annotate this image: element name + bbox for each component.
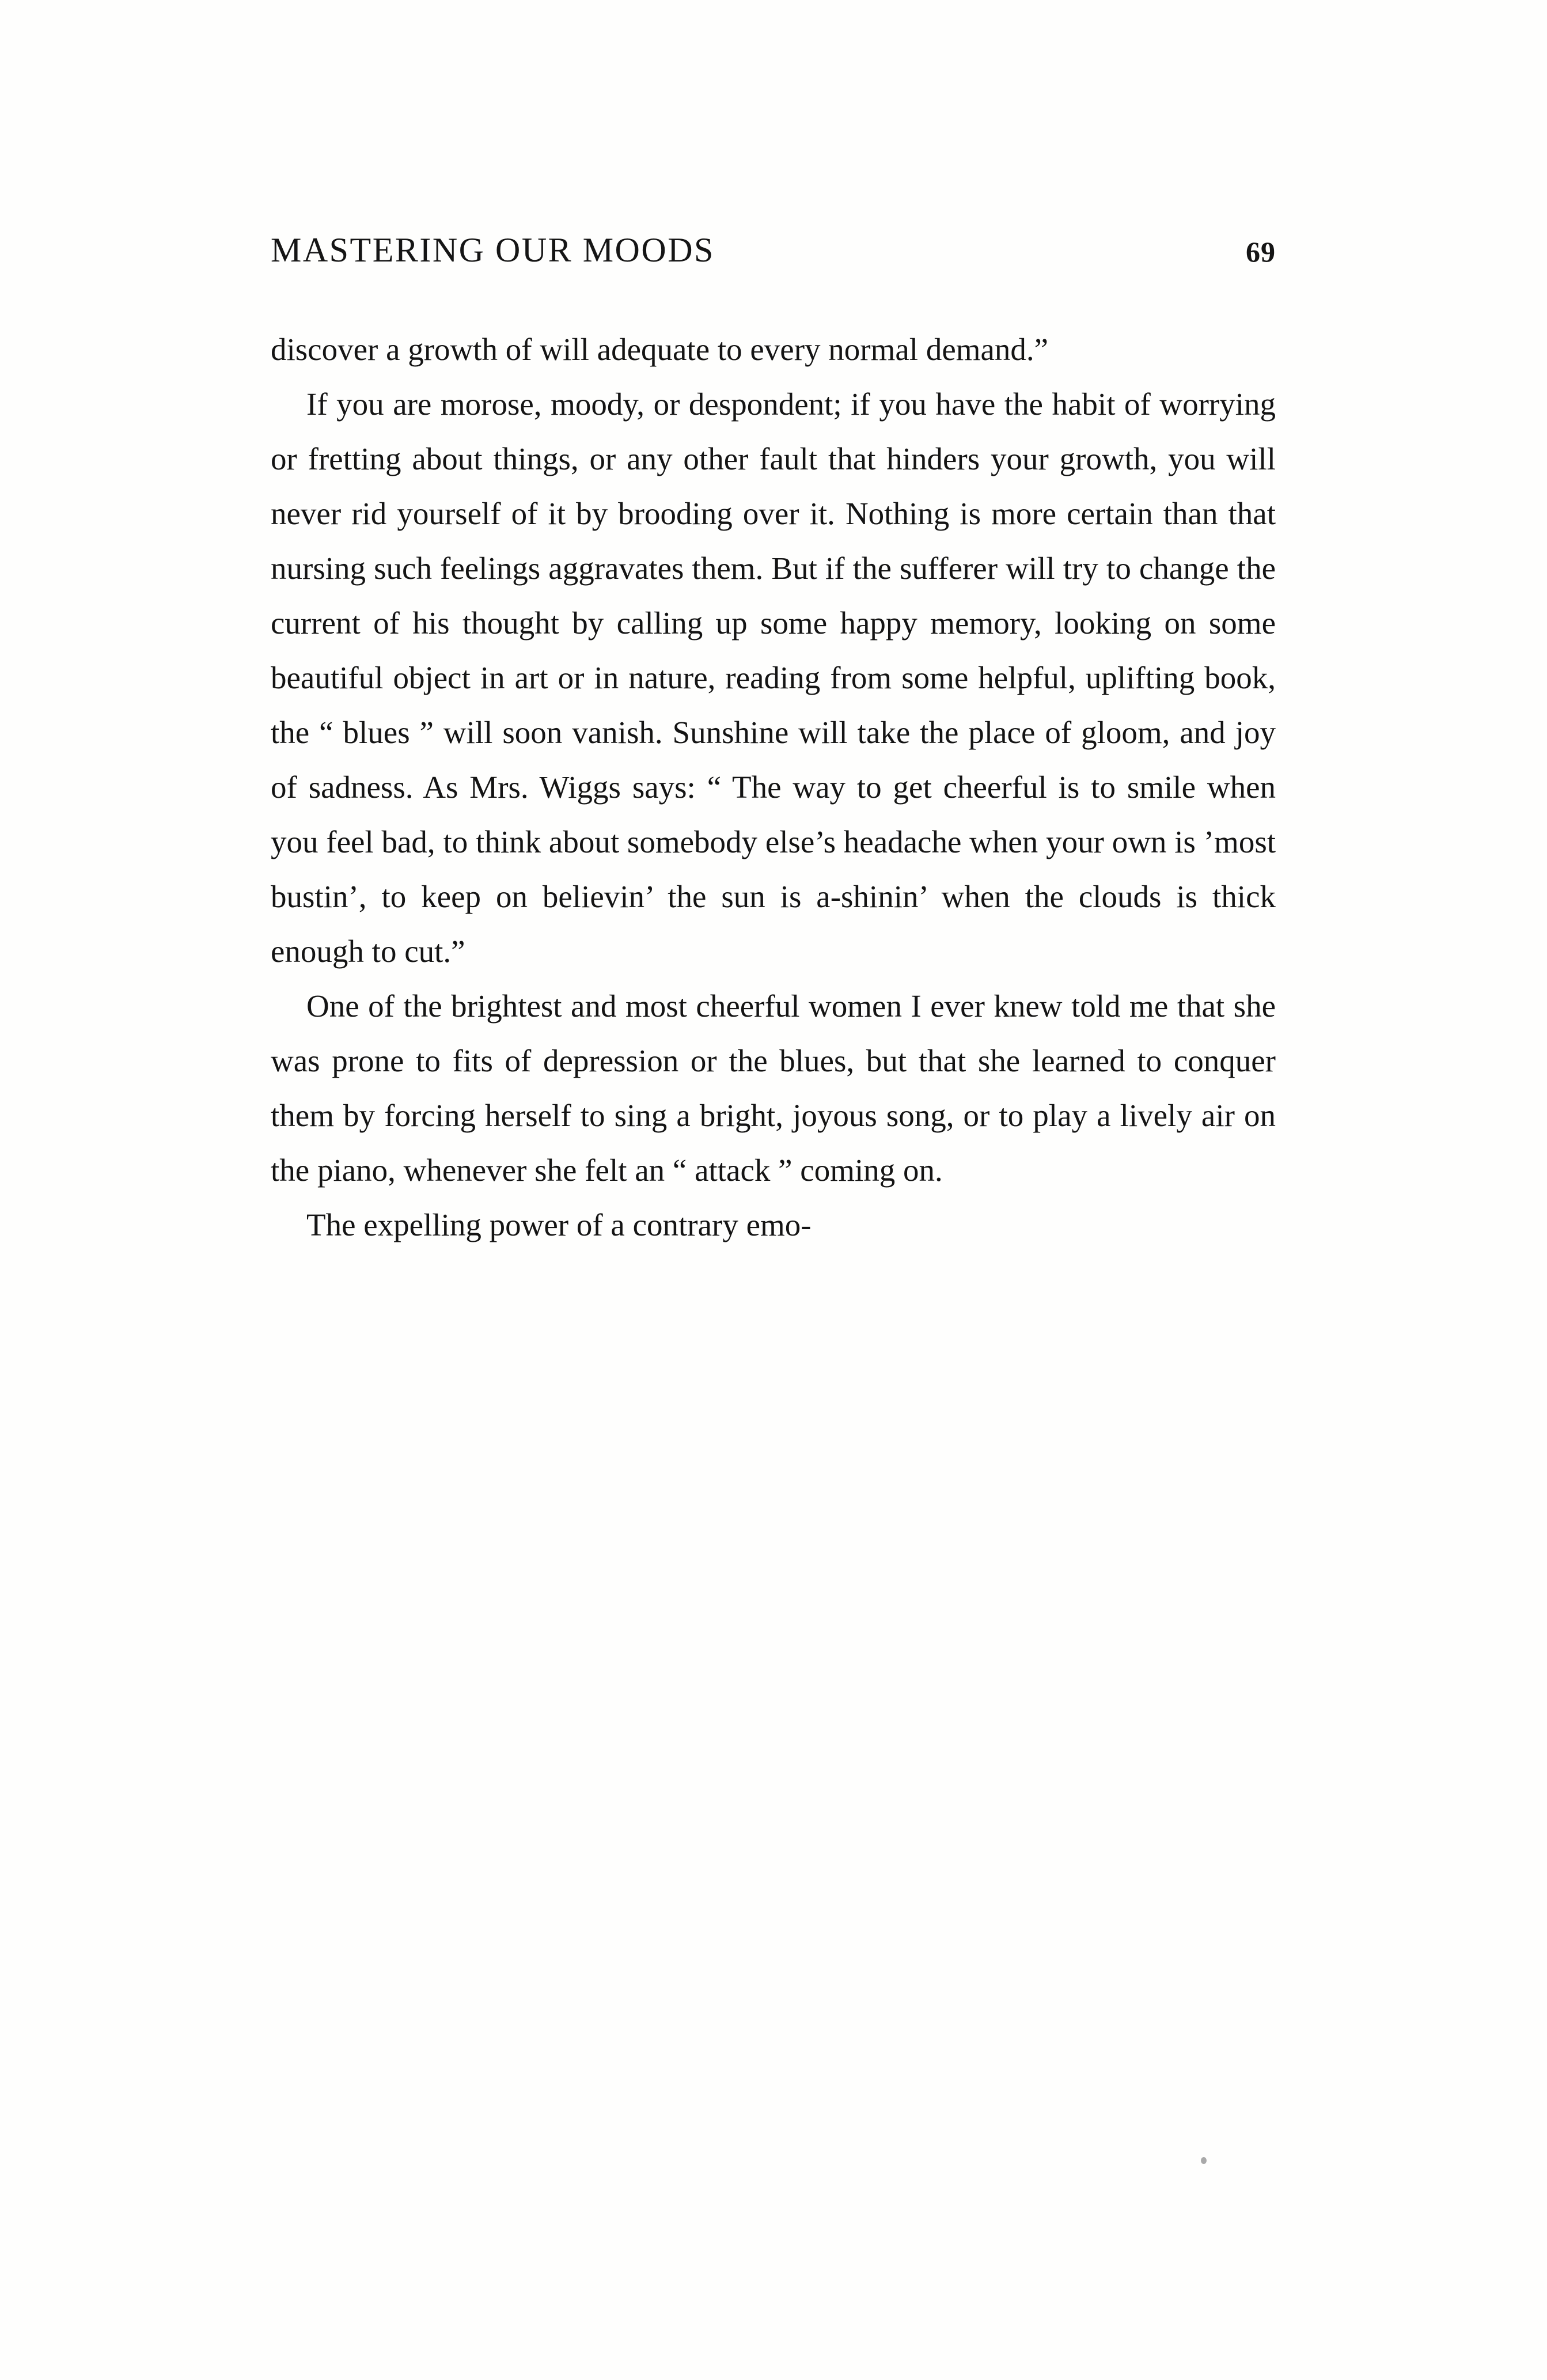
page-text-block <box>271 230 1276 1252</box>
running-head <box>271 230 1276 270</box>
paragraph-3: One of the brightest and most cheerful women I ever knew told me that she was prone to fits of depression or the blues, but that she learned to conquer them by forcing herself to sing a bright, joyous song, or to play a lively air on the piano, whenever she felt an “ attack ” coming on. <box>271 988 1276 1188</box>
paragraph-2: If you are morose, moody, or despondent; if you have the habit of worrying or fretting about things, or any other fault that hinders your growth, you will never rid yourself of it by brooding over it. Nothing is more certain than that nursing such feelings aggravates them. But if the sufferer will try to change the current of his thought by calling up some happy memory, looking on some beautiful object in art or in nature, reading from some helpful, uplifting book, the “ blues ” will soon vanish. Sunshine will take the place of gloom, and joy of sadness. As Mrs. Wiggs says: “ The way to get cheerful is to smile when you feel bad, to think about somebody else’s headache when your own is ’most bustin’, to keep on believin’ the sun is a-shinin’ when the clouds is thick enough to cut.” <box>271 386 1276 969</box>
page-number: 69 <box>1246 236 1276 268</box>
paragraph-1: discover a growth of will adequate to every normal demand.” <box>271 332 1049 367</box>
paragraph-4: The expelling power of a contrary emo- <box>306 1207 812 1242</box>
page-speck <box>1201 2157 1207 2164</box>
page-title: MASTERING OUR MOODS <box>271 231 715 269</box>
page-speck <box>717 406 721 410</box>
